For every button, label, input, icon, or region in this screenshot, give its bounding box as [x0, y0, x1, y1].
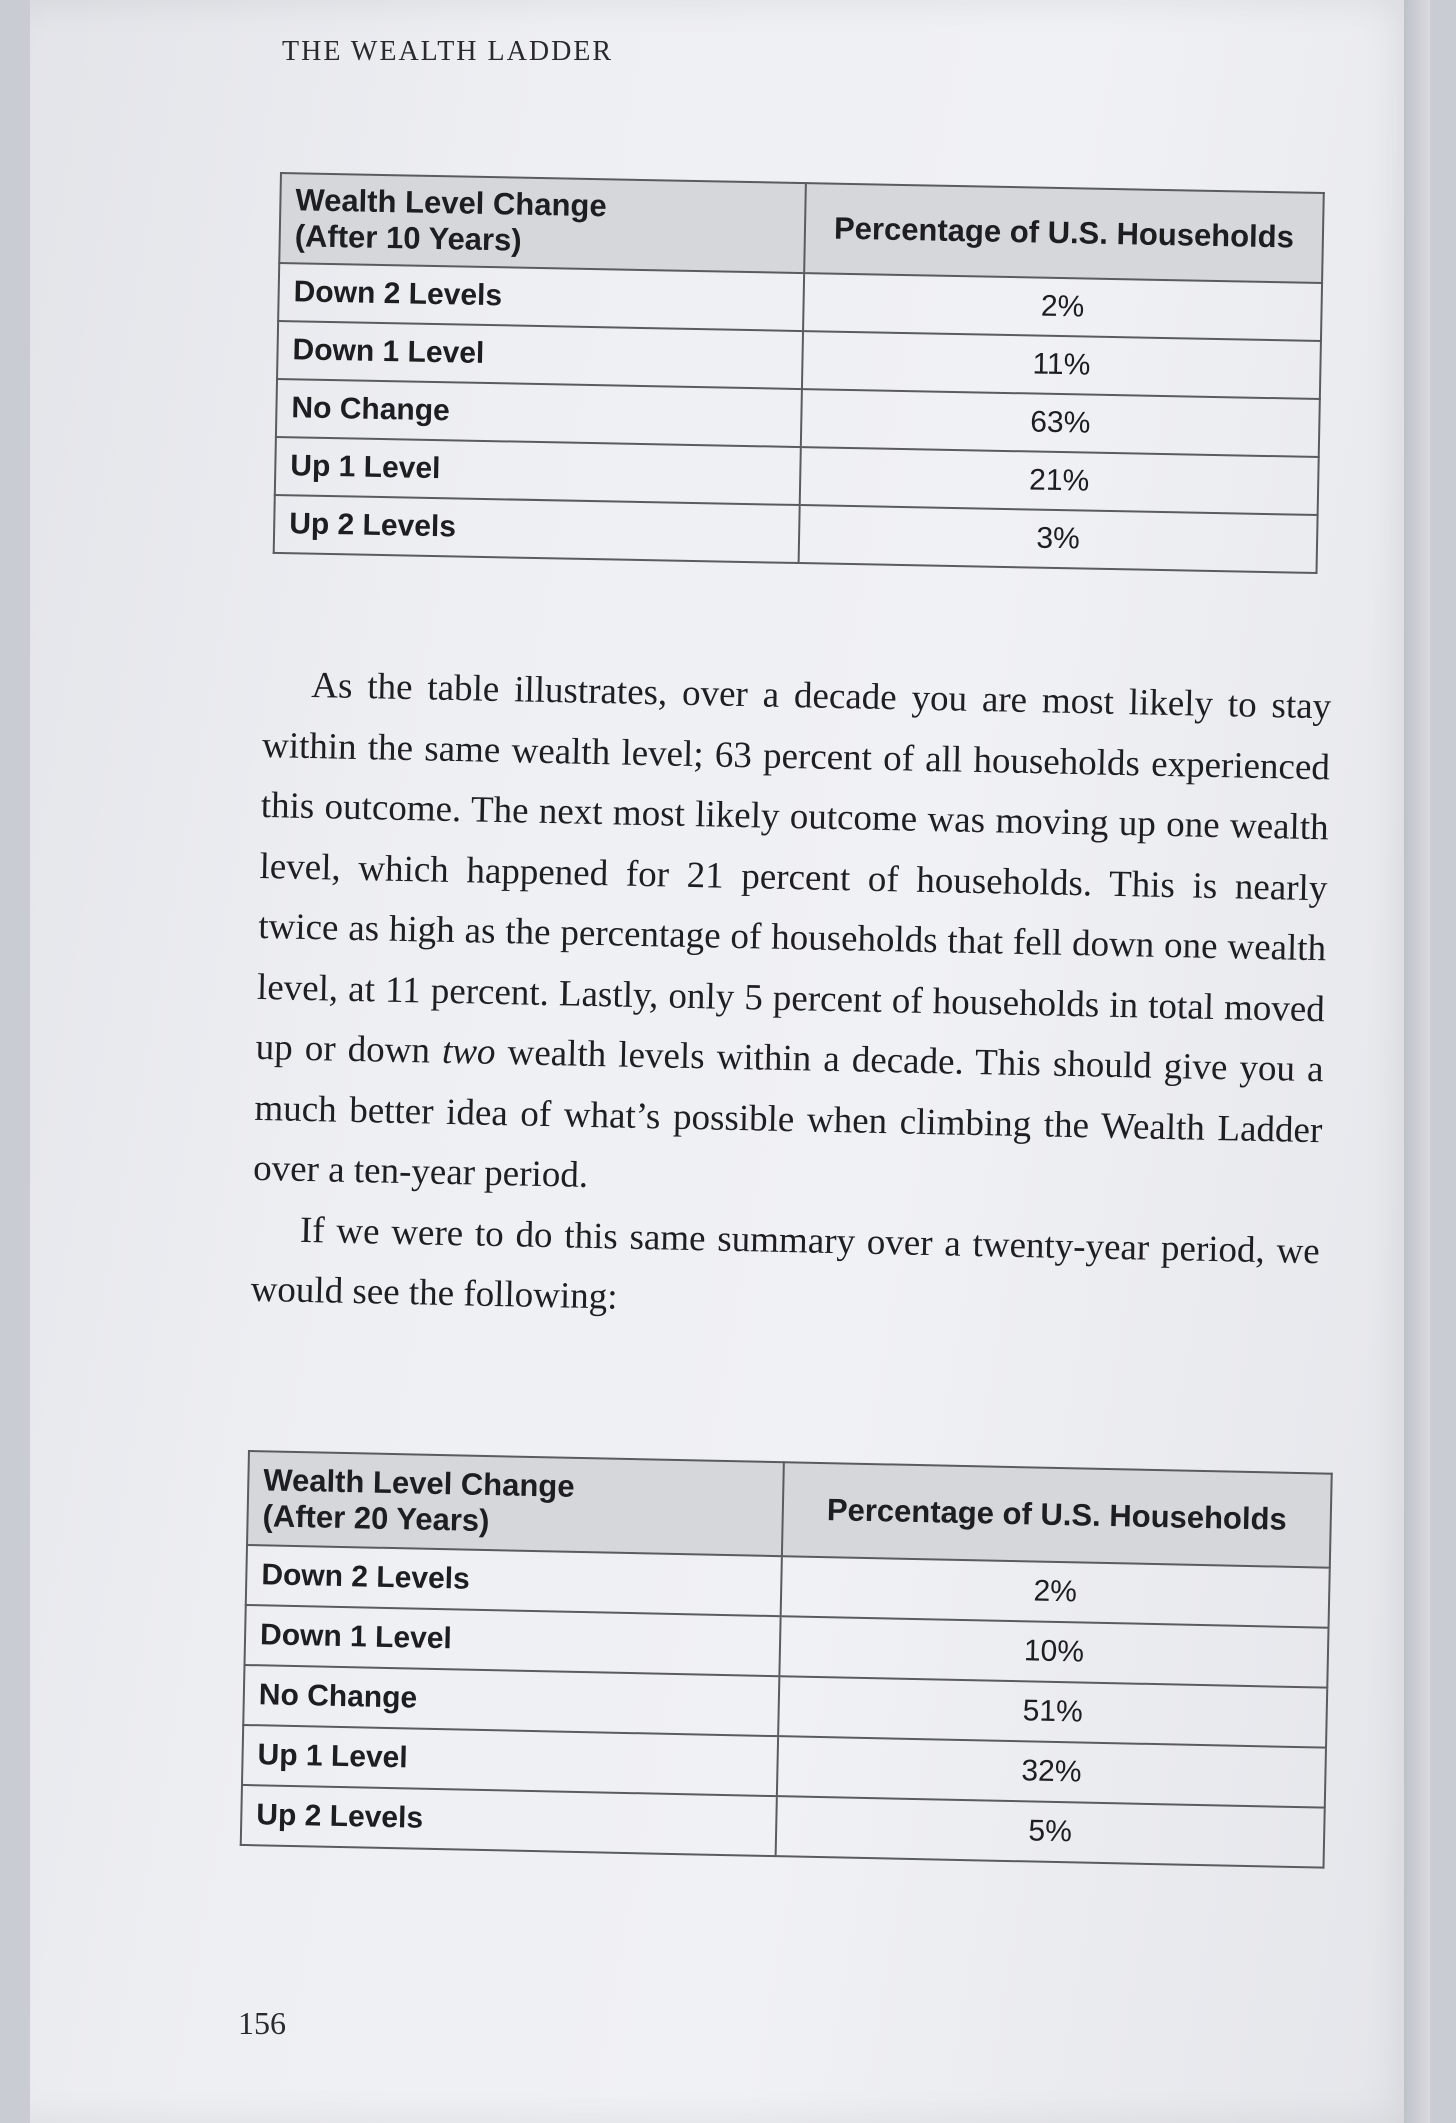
p1-emphasis: two: [441, 1030, 496, 1073]
percentage-cell: 2%: [803, 273, 1322, 341]
percentage-cell: 51%: [778, 1676, 1327, 1747]
column-header-level: [279, 173, 806, 273]
header-line1: Wealth Level Change: [295, 182, 607, 224]
level-cell: No Change: [276, 379, 802, 447]
percentage-cell: 11%: [802, 331, 1321, 399]
level-cell: Up 2 Levels: [241, 1785, 777, 1856]
next-page-edge: [1404, 0, 1430, 2123]
percentage-cell: 3%: [799, 505, 1318, 573]
level-cell: Down 2 Levels: [278, 263, 804, 331]
paragraph-1: [253, 655, 1332, 1222]
header-line2: (After 20 Years): [262, 1498, 490, 1539]
level-cell: Up 1 Level: [242, 1725, 778, 1796]
level-cell: Up 1 Level: [275, 437, 801, 505]
wealth-change-10yr-table: [273, 172, 1325, 574]
percentage-cell: 32%: [777, 1736, 1326, 1807]
percentage-cell: 10%: [779, 1616, 1328, 1687]
level-cell: Down 1 Level: [277, 321, 803, 389]
level-cell: Up 2 Levels: [274, 495, 800, 563]
level-cell: Down 1 Level: [244, 1605, 780, 1676]
percentage-cell: 21%: [800, 447, 1319, 515]
column-header-level: [247, 1451, 784, 1556]
column-header-percentage: Percentage of U.S. Households: [804, 183, 1324, 283]
page-number: 156: [238, 2005, 286, 2041]
header-line1: Wealth Level Change: [263, 1462, 575, 1504]
running-head: THE WEALTH LADDER: [282, 36, 614, 67]
level-cell: No Change: [243, 1665, 779, 1736]
percentage-cell: 63%: [801, 389, 1320, 457]
paragraph-2: If we were to do this same summary over a twenty-year period, we would see the following:: [250, 1209, 1321, 1318]
body-text: [250, 655, 1332, 1343]
p1-text-after: wealth levels within a decade. This should give you a much better idea of what’s possible when climbing the Wealth Ladder over a ten-year period.: [252, 1031, 1324, 1196]
column-header-percentage: Percentage of U.S. Households: [782, 1462, 1332, 1567]
percentage-cell: 2%: [781, 1556, 1330, 1627]
level-cell: Down 2 Levels: [246, 1545, 782, 1616]
header-line2: (After 10 Years): [294, 218, 522, 258]
wealth-change-20yr-table: [240, 1450, 1333, 1869]
book-page: [30, 0, 1430, 2123]
percentage-cell: 5%: [776, 1796, 1325, 1867]
p1-text-before: As the table illustrates, over a decade you are most likely to stay within the same wealth level; 63 percent of all households experienced this outcome. The next most likely outcome was moving up one wealth level, which happened for 21 percent of households. This is nearly twice as high as the percentage of households that fell down one wealth level, at 11 percent. Lastly, only 5 percent of households in total moved up or down: [255, 665, 1332, 1072]
